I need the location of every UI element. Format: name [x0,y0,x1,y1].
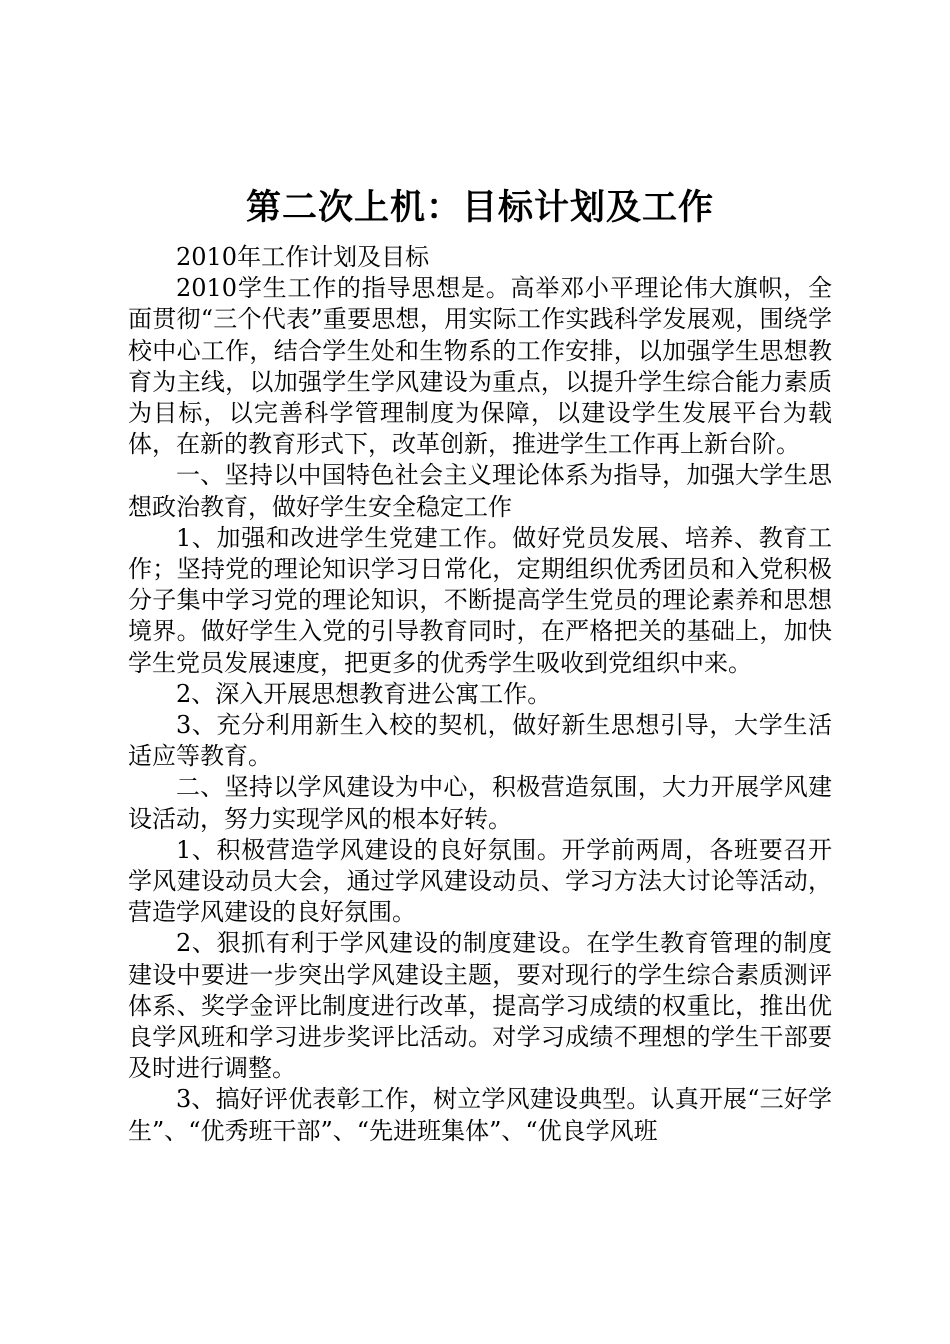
document-title: 第二次上机：目标计划及工作 [245,188,714,228]
paragraph-item-1-1: 1、加强和改进学生党建工作。做好党员发展、培养、教育工作；坚持党的理论知识学习日常化，定期组织优秀团员和入党积极分子集中学习党的理论知识，不断提高学生党员的理论素养和思想境界。做好学生入党的引导教育同时，在严格把关的基础上，加快学生党员发展速度，把更多的优秀学生吸收到党组织中来。 [128,523,832,677]
document-page [128,182,832,1147]
paragraph-item-1-3: 3、充分利用新生入校的契机，做好新生思想引导，大学生活适应等教育。 [128,711,832,771]
paragraph-item-1-2: 2、深入开展思想教育进公寓工作。 [176,679,552,708]
paragraph-item-2-3: 3、搞好评优表彰工作，树立学风建设典型。认真开展“三好学生”、“优秀班干部”、“先进班集体”、“优良学风班 [128,1085,832,1145]
paragraph-section-one-heading: 一、坚持以中国特色社会主义理论体系为指导，加强大学生思想政治教育，做好学生安全稳定工作 [128,461,832,521]
paragraph-item-2-2: 2、狠抓有利于学风建设的制度建设。在学生教育管理的制度建设中要进一步突出学风建设主题，要对现行的学生综合素质测评体系、奖学金评比制度进行改革，提高学习成绩的权重比，推出优良学风班和学习进步奖评比活动。对学习成绩不理想的学生干部要及时进行调整。 [128,929,832,1083]
paragraph-section-two-heading: 二、坚持以学风建设为中心，积极营造氛围，大力开展学风建设活动，努力实现学风的根本好转。 [128,773,832,833]
paragraph-item-2-1: 1、积极营造学风建设的良好氛围。开学前两周，各班要召开学风建设动员大会，通过学风建设动员、学习方法大讨论等活动，营造学风建设的良好氛围。 [128,835,832,927]
paragraph-plan-heading: 2010年工作计划及目标 [176,243,430,271]
paragraph-guiding-thought: 2010学生工作的指导思想是。高举邓小平理论伟大旗帜，全面贯彻“三个代表”重要思想，用实际工作实践科学发展观，围绕学校中心工作，结合学生处和生物系的工作安排，以加强学生思想教育为主线，以加强学生学风建设为重点，以提升学生综合能力素质为目标，以完善科学管理制度为保障，以建设学生发展平台为载体，在新的教育形式下，改革创新，推进学生工作再上新台阶。 [128,274,832,459]
